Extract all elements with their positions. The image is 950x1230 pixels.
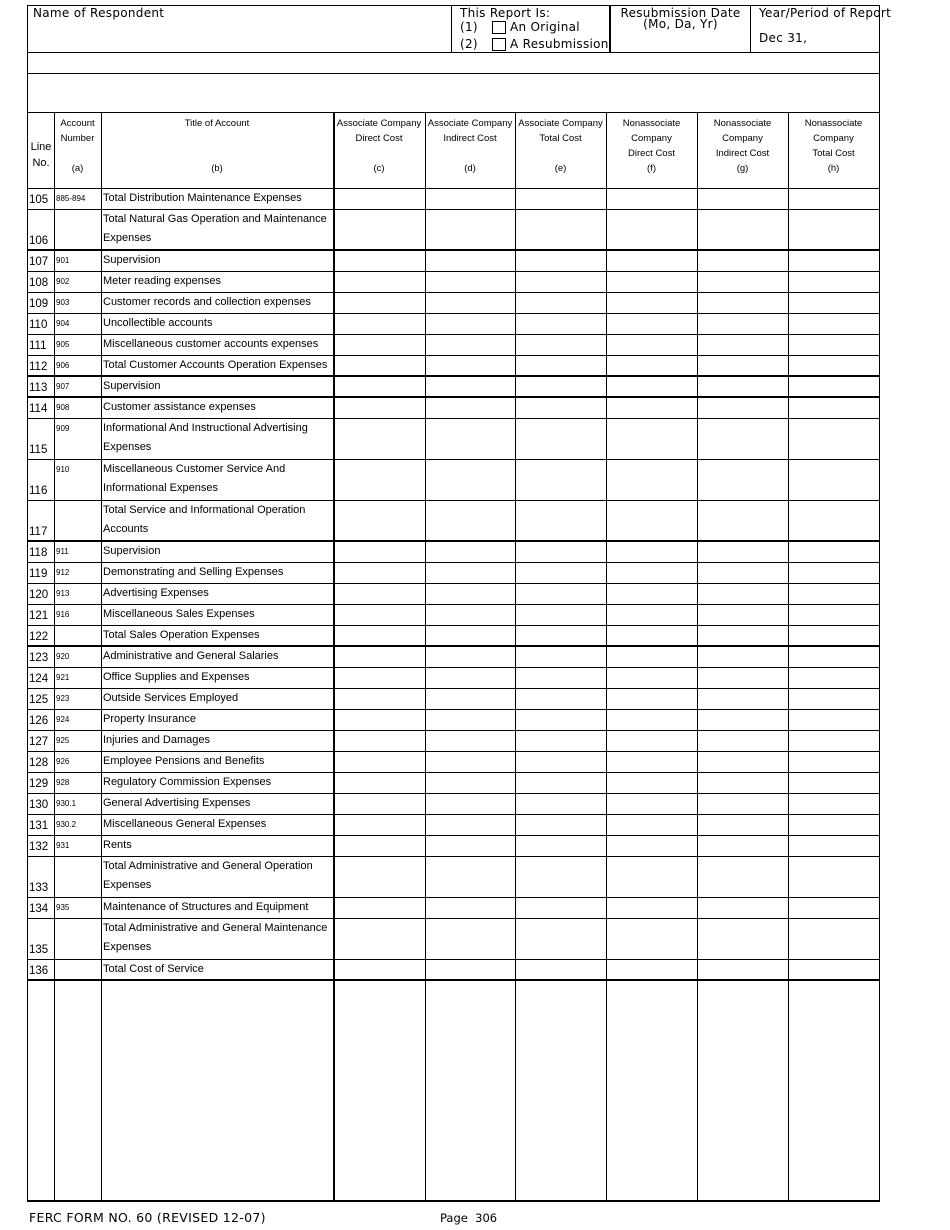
report-is-label: This Report Is: [460,6,551,20]
col-c-l1: Associate Company [336,118,422,129]
form-header [27,5,892,53]
col-h-l1: Nonassociate [804,118,863,129]
table-row [28,857,879,898]
col-d-letter: (d) [464,163,476,174]
option-original-number: (1) [460,20,478,34]
col-header-c [333,113,425,189]
account-title-continued: Informational Expenses [103,482,218,494]
account-number: 916 [56,610,70,619]
page-number-block [440,1211,497,1225]
account-title: Outside Services Employed [103,692,239,704]
col-f-l2: Company [631,133,672,144]
account-number: 921 [56,673,70,682]
account-number: 905 [56,340,70,349]
col-f-l3: Direct Cost [628,148,675,159]
account-number: 926 [56,757,70,766]
respondent-label: Name of Respondent [33,6,165,20]
option-resubmission-number: (2) [460,37,478,51]
line-number: 109 [29,298,49,310]
line-number: 130 [29,799,49,811]
line-number: 110 [29,319,48,331]
account-title: Total Service and Informational Operation [103,504,306,516]
account-title: Total Natural Gas Operation and Maintenance [103,213,327,225]
col-line-l1: Line [30,141,52,153]
col-header-acct [54,113,101,189]
line-number: 124 [29,673,49,685]
account-title: Miscellaneous Sales Expenses [103,608,255,620]
col-g-l1: Nonassociate [713,118,772,129]
col-h-l2: Company [813,133,854,144]
line-number: 113 [29,382,48,394]
account-title: Total Distribution Maintenance Expenses [103,192,302,204]
account-title: Total Customer Accounts Operation Expenses [103,359,328,371]
account-title: Regulatory Commission Expenses [103,776,272,788]
account-title: Injuries and Damages [103,734,211,746]
account-title: Property Insurance [103,713,196,725]
line-number: 131 [29,820,49,832]
table-row [28,919,879,960]
table-row [28,689,879,710]
table-row [28,773,879,794]
col-header-e [515,113,606,189]
form-number: FERC FORM NO. 60 (REVISED 12-07) [29,1210,266,1225]
table-row [28,501,879,542]
account-title: Total Sales Operation Expenses [103,629,260,641]
col-header-h [788,113,879,189]
table-row [28,377,879,398]
col-c-l2: Direct Cost [355,133,403,144]
account-number: 935 [56,903,70,912]
col-f-l1: Nonassociate [622,118,681,129]
table-row [28,189,879,210]
page-number: 306 [475,1211,498,1225]
account-number: 920 [56,652,70,661]
year-value: Dec 31, [759,31,808,45]
line-number: 136 [29,965,49,977]
option-resubmission-label: A Resubmission [510,37,609,51]
account-number: 902 [56,277,70,286]
table-row [28,626,879,647]
account-title: Total Administrative and General Operation [103,860,313,872]
account-number: 904 [56,319,70,328]
account-title: Supervision [103,254,161,266]
account-title: Miscellaneous Customer Service And [103,463,286,475]
line-number: 123 [29,652,49,664]
account-number: 901 [56,256,70,265]
account-number: 910 [56,465,70,474]
account-title: Miscellaneous General Expenses [103,818,267,830]
account-title: General Advertising Expenses [103,797,251,809]
col-header-d [425,113,515,189]
table-row [28,419,879,460]
col-header-title [101,113,333,189]
option-original-label: An Original [510,20,580,34]
line-number: 135 [29,944,49,956]
original-checkbox[interactable] [492,21,506,34]
line-number: 108 [29,277,49,289]
line-number: 125 [29,694,49,706]
line-number: 107 [29,256,49,268]
table-row [28,794,879,815]
line-number: 119 [29,568,48,580]
col-e-l2: Total Cost [539,133,582,144]
account-number: 924 [56,715,70,724]
line-number: 129 [29,778,49,790]
line-number: 105 [29,194,49,206]
line-number: 122 [29,631,49,643]
account-title: Demonstrating and Selling Expenses [103,566,284,578]
report-type-cell [452,6,611,52]
line-number: 132 [29,841,49,853]
line-number: 127 [29,736,49,748]
account-title-continued: Expenses [103,232,152,244]
account-number: 909 [56,424,70,433]
col-d-l2: Indirect Cost [443,133,497,144]
table-row [28,251,879,272]
line-number: 115 [29,444,48,456]
account-number: 885-894 [56,194,86,203]
header-band-2 [27,74,880,112]
account-number: 911 [56,547,69,556]
col-acct-letter: (a) [71,163,84,174]
col-title-letter: (b) [211,163,223,174]
account-number: 908 [56,403,70,412]
col-e-l1: Associate Company [518,118,603,129]
account-number: 930.1 [56,799,77,808]
account-title: Rents [103,839,132,851]
header-band-1 [27,53,880,74]
col-g-letter: (g) [736,163,749,174]
resubmission-checkbox[interactable] [492,38,506,51]
account-number: 913 [56,589,70,598]
table-row [28,210,879,251]
account-title: Office Supplies and Expenses [103,671,250,683]
col-header-f [606,113,697,189]
account-number: 930.2 [56,820,77,829]
account-number: 907 [56,382,70,391]
table-row [28,314,879,335]
account-title-continued: Accounts [103,523,149,535]
line-number: 121 [29,610,49,622]
col-h-l3: Total Cost [812,148,855,159]
account-number: 925 [56,736,70,745]
cost-table [27,112,880,1202]
table-row [28,542,879,563]
account-number: 906 [56,361,70,370]
respondent-cell [28,6,452,52]
table-row [28,647,879,668]
account-number: 931 [56,841,70,850]
account-number: 923 [56,694,70,703]
line-number: 106 [29,235,49,247]
account-title: Uncollectible accounts [103,317,213,329]
line-number: 133 [29,882,49,894]
line-number: 116 [29,485,48,497]
table-row [28,460,879,501]
account-title: Total Administrative and General Maintenance [103,922,328,934]
col-h-letter: (h) [827,163,840,174]
account-title: Administrative and General Salaries [103,650,279,662]
col-acct-l1: Account [60,118,95,129]
table-row [28,752,879,773]
resubmission-date-format: (Mo, Da, Yr) [643,17,718,31]
col-line-l2: No. [32,157,50,169]
line-number: 134 [29,903,49,915]
col-c-letter: (c) [373,163,385,174]
table-row [28,398,879,419]
page-label: Page [440,1211,468,1225]
account-title: Total Cost of Service [103,963,204,975]
resubmission-date-cell [611,6,751,52]
account-title: Advertising Expenses [103,587,209,599]
account-title: Maintenance of Structures and Equipment [103,901,309,913]
table-row [28,836,879,857]
table-row [28,898,879,919]
table-row [28,563,879,584]
table-row [28,335,879,356]
year-period-cell [751,6,892,52]
table-row [28,710,879,731]
account-number: 912 [56,568,70,577]
line-number: 126 [29,715,49,727]
line-number: 111 [29,340,47,352]
col-acct-l2: Number [60,133,95,144]
table-row [28,960,879,981]
table-row [28,605,879,626]
resubmission-date-label: Resubmission Date [620,6,741,20]
line-number: 112 [29,361,48,373]
account-title-continued: Expenses [103,441,152,453]
line-number: 128 [29,757,49,769]
year-period-label: Year/Period of Report [759,6,892,20]
account-title: Miscellaneous customer accounts expenses [103,338,319,350]
col-g-l2: Company [722,133,763,144]
account-number: 928 [56,778,70,787]
account-title: Informational And Instructional Advertising [103,422,308,434]
line-number: 114 [29,403,48,415]
col-f-letter: (f) [647,163,656,174]
line-number: 117 [29,526,48,538]
account-title: Employee Pensions and Benefits [103,755,265,767]
col-d-l1: Associate Company [427,118,513,129]
col-e-letter: (e) [554,163,567,174]
table-row [28,668,879,689]
account-title-continued: Expenses [103,879,152,891]
table-row [28,815,879,836]
table-row [28,272,879,293]
account-title: Meter reading expenses [103,275,222,287]
account-title: Customer records and collection expenses [103,296,311,308]
col-g-l3: Indirect Cost [715,148,770,159]
line-number: 120 [29,589,49,601]
col-header-g [697,113,788,189]
account-title: Supervision [103,545,161,557]
table-row [28,356,879,377]
account-title-continued: Expenses [103,941,152,953]
account-number: 903 [56,298,70,307]
account-title: Customer assistance expenses [103,401,256,413]
line-number: 118 [29,547,48,559]
table-row [28,293,879,314]
col-header-line [28,113,54,189]
table-row [28,731,879,752]
account-title: Supervision [103,380,161,392]
col-title-l1: Title of Account [184,118,250,129]
table-row [28,584,879,605]
